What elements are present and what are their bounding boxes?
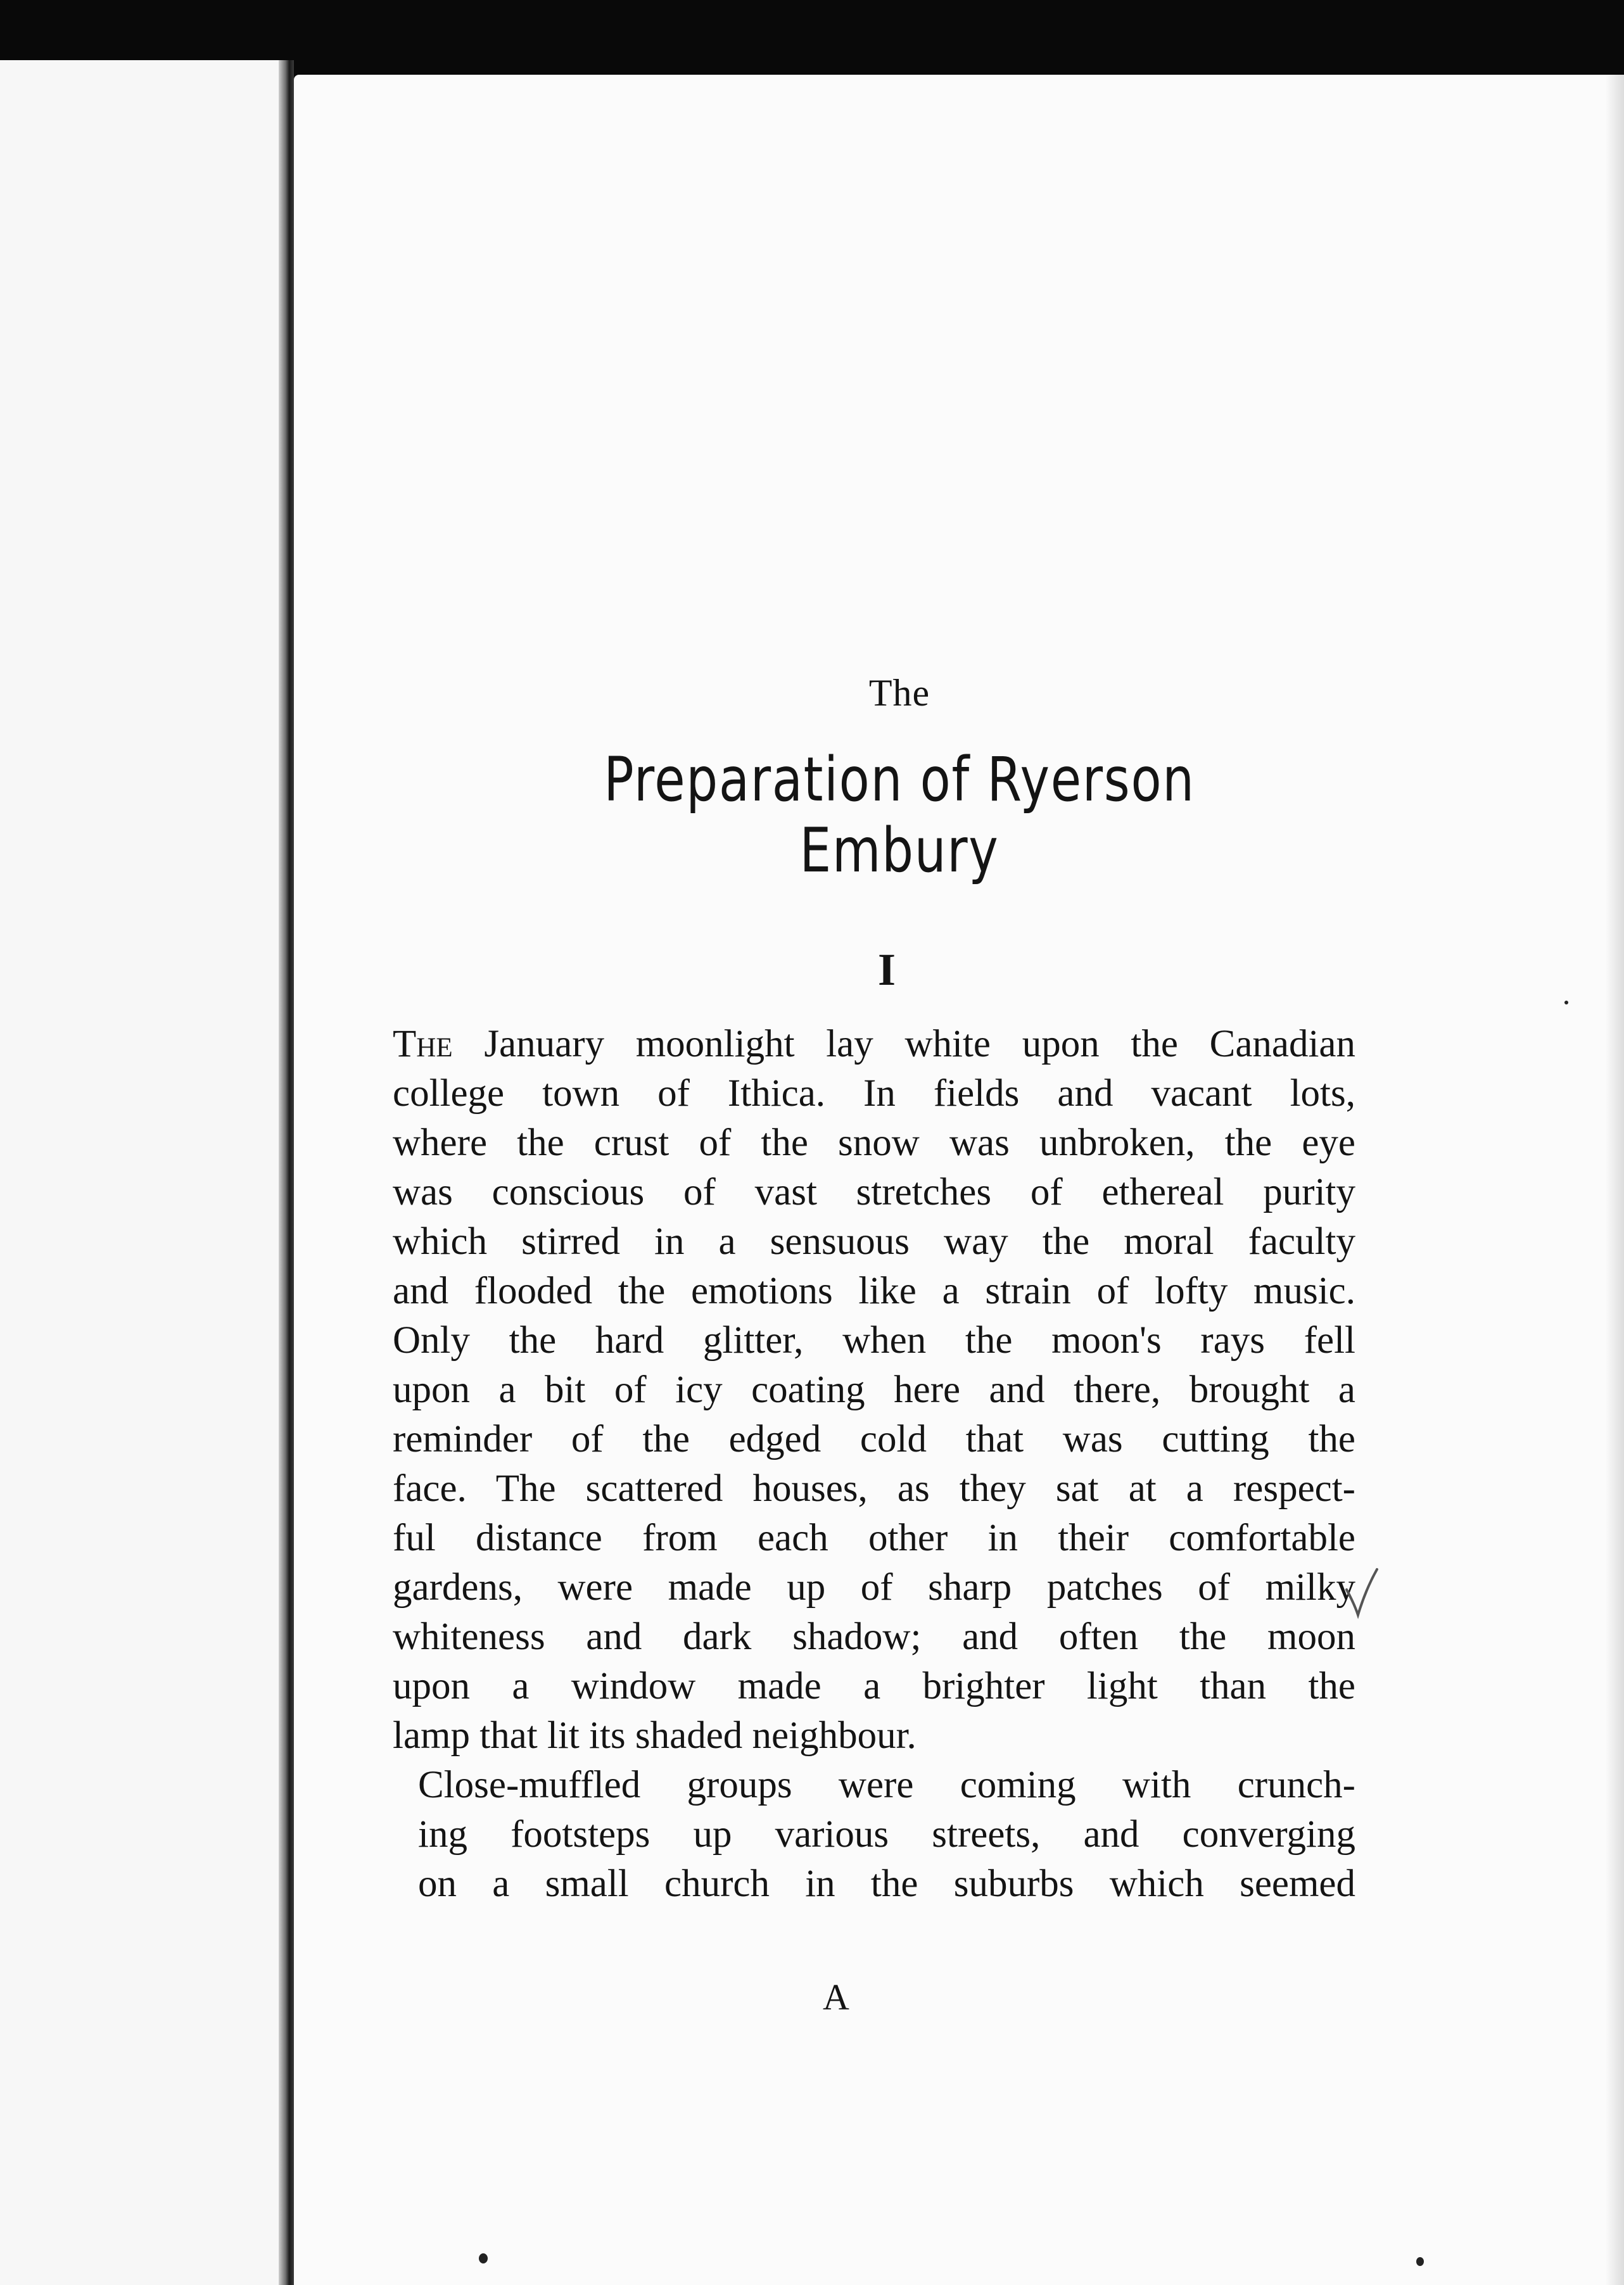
book-gutter <box>279 60 294 2285</box>
text-line: college town of Ithica. In fields and vacant lots, <box>393 1072 1355 1115</box>
text-line: which stirred in a sensuous way the moral faculty <box>393 1220 1355 1263</box>
opening-word: The <box>393 1023 453 1065</box>
text-line: gardens, were made up of sharp patches of milky <box>393 1566 1355 1609</box>
title-prefix: The <box>868 672 930 714</box>
text-line: was conscious of vast stretches of ethereal purity <box>393 1171 1355 1213</box>
text-line: whiteness and dark shadow; and often the moon <box>393 1616 1355 1658</box>
text-line-content: January moonlight lay white upon the Canadian <box>484 1023 1356 1065</box>
scan-speck <box>1564 1001 1568 1004</box>
text-line: upon a bit of icy coating here and there, brought a <box>393 1369 1355 1411</box>
text-line: where the crust of the snow was unbroken, the eye <box>393 1122 1355 1164</box>
pencil-check-mark <box>1343 1564 1381 1621</box>
text-line: on a small church in the suburbs which seemed <box>418 1863 1355 1905</box>
text-line: upon a window made a brighter light than the <box>393 1665 1355 1707</box>
text-line: and flooded the emotions like a strain of lofty music. <box>393 1270 1355 1312</box>
text-line: face. The scattered houses, as they sat at a respect- <box>393 1467 1355 1510</box>
paragraph-2 <box>393 1761 1355 1909</box>
left-blank-page <box>0 60 279 2285</box>
scan-speck <box>479 2253 488 2263</box>
book-title: Preparation of Ryerson Embury <box>604 744 1195 886</box>
text-line <box>393 1020 1355 1069</box>
text-line: ing footsteps up various streets, and converging <box>418 1813 1355 1856</box>
page-edge-shadow <box>1605 75 1624 2285</box>
text-line: Close-muffled groups were coming with crunch- <box>418 1764 1355 1806</box>
body-text <box>393 1020 1355 1909</box>
text-line: Only the hard glitter, when the moon's rays fell <box>393 1319 1355 1362</box>
paragraph-1 <box>393 1020 1355 1761</box>
chapter-number: I <box>877 944 896 995</box>
text-line: ful distance from each other in their comfortable <box>393 1517 1355 1559</box>
scan-speck <box>1416 2257 1424 2266</box>
signature-mark: A <box>823 1977 849 2018</box>
text-line: lamp that lit its shaded neighbour. <box>393 1714 917 1757</box>
text-line: reminder of the edged cold that was cutting the <box>393 1418 1355 1460</box>
